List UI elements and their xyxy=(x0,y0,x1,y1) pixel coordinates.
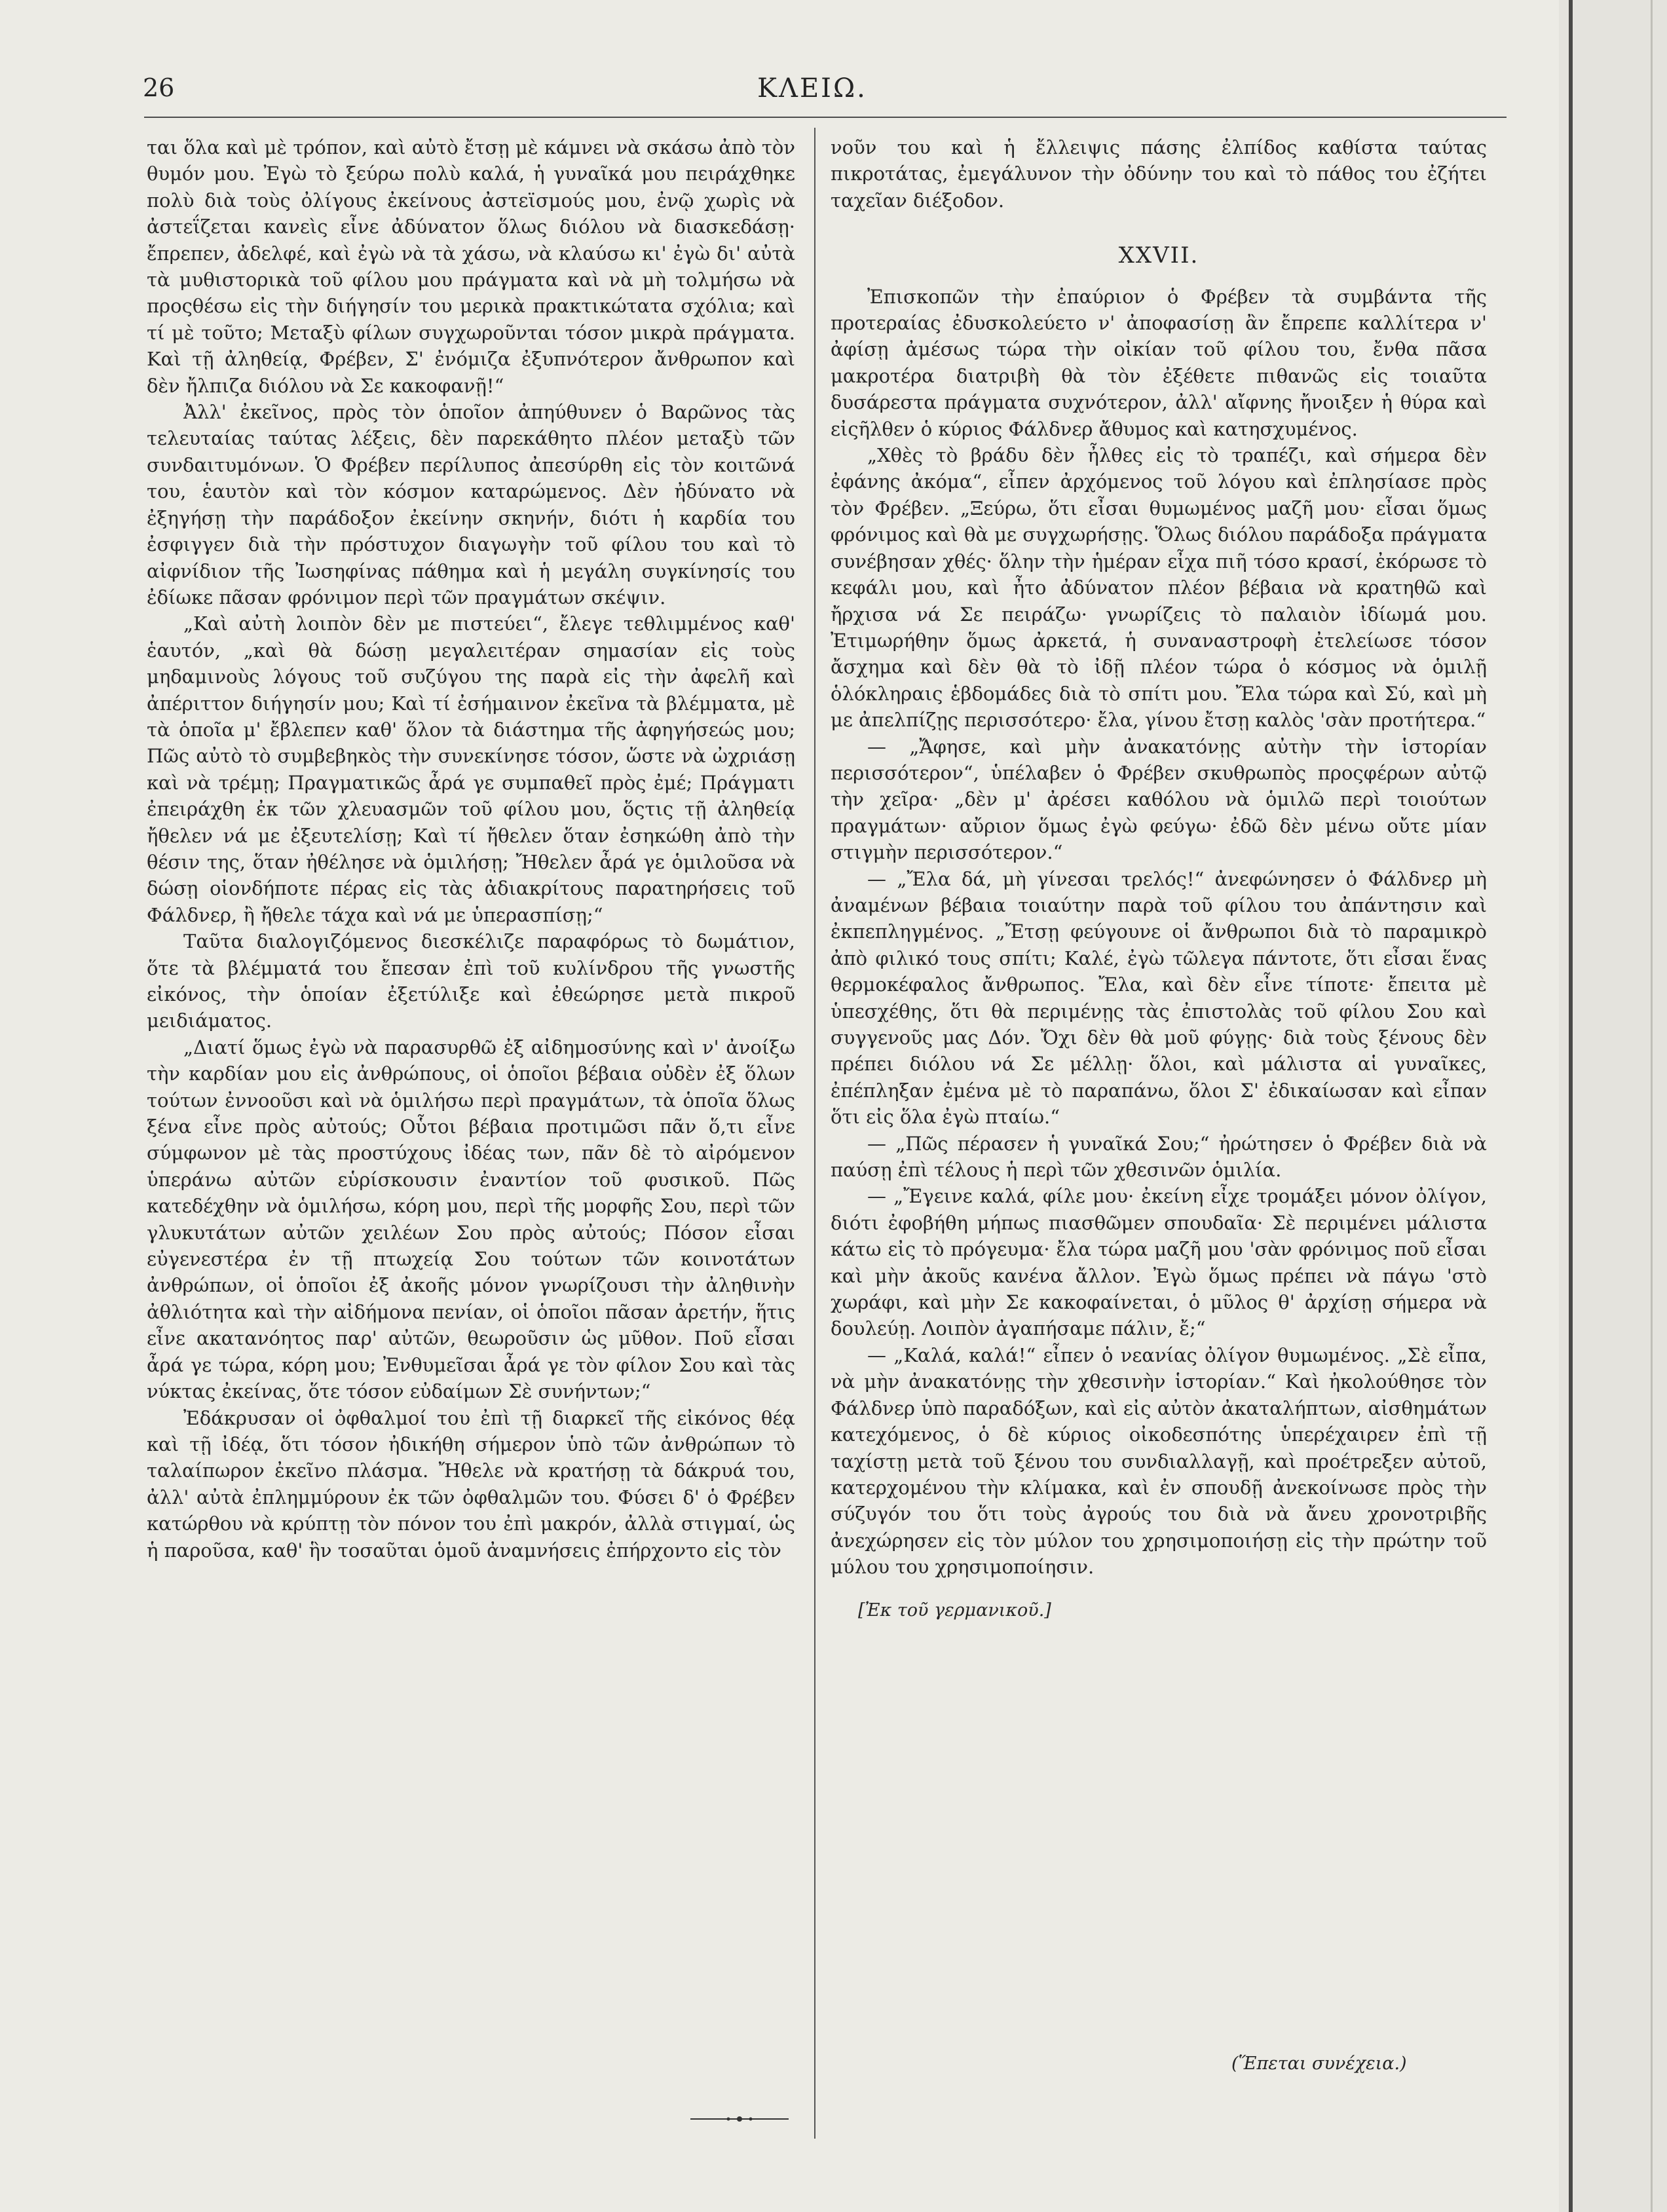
paragraph: ται ὅλα καὶ μὲ τρόπον, καὶ αὐτὸ ἔτσῃ μὲ κάμνει νὰ σκάσω ἀπὸ τὸν θυμόν μου. Ἐγὼ τὸ ξεύρω πολὺ καλά, ἡ γυναῖκά μου πειράχθηκε πολὺ διὰ τοὺς ὀλίγους ἐκείνους ἀστεϊσμούς μου, ἐνῷ χωρὶς νὰ ἀστεΐζεται κανεὶς εἶνε ἀδύνατον ὅλως διόλου νὰ διασκεδάσῃ· ἔπρεπεν, ἀδελφέ, καὶ ἐγὼ νὰ τὰ χάσω, νὰ κλαύσω κι' ἐγὼ δι' αὐτὰ τὰ μυθιστορικὰ τοῦ φίλου μου πράγματα καὶ νὰ μὴ τολμήσω νὰ προςθέσω εἰς τὴν διήγησίν του μερικὰ πρακτικώτατα σχόλια; καὶ τί μὲ τοῦτο; Μεταξὺ φίλων συγχωροῦνται τόσον μικρὰ πράγματα. Καὶ τῇ ἀληθείᾳ, Φρέβεν, Σ' ἐνόμιζα ἐξυπνότερον ἄνθρωπον καὶ δὲν ἤλπιζα διόλου νὰ Σε κακοφανῇ!“ xyxy=(147,136,795,397)
running-title: ΚΛΕΙΩ. xyxy=(757,73,867,103)
paragraph: „Διατί ὅμως ἐγὼ νὰ παρασυρθῶ ἐξ αἰδημοσύνης καὶ ν' ἀνοίξω τὴν καρδίαν μου εἰς ἀνθρώπους, οἱ ὁποῖοι βέβαια οὐδὲν ἐξ ὅλων τούτων ἐννοοῦσι καὶ νὰ ὁμιλήσω περὶ πραγμάτων, τὰ ὁποῖα ὅλως ξένα εἶνε πρὸς αὐτούς; Οὗτοι βέβαια προτιμῶσι πᾶν ὅ,τι εἶνε σύμφωνον μὲ τὰς προστύχους ἰδέας των, πᾶν δὲ τὸ αἰρόμενον ὑπεράνω αὐτῶν εὑρίσκουσιν ἐναντίον τοῦ φυσικοῦ. Πῶς κατεδέχθην νὰ ὁμιλήσω, κόρη μου, περὶ τῆς μορφῆς Σου, περὶ τῶν γλυκυτάτων αὐτῶν χειλέων Σου πρὸς αὐτούς; Πόσον εἶσαι εὐγενεστέρα ἐν τῇ πτωχείᾳ Σου τούτων τῶν κοινοτάτων ἀνθρώπων, οἱ ὁποῖοι ἐξ ἀκοῆς μόνον γνωρίζουσι τὴν ἀληθινὴν ἀθλιότητα καὶ τὴν αἰδήμονα πενίαν, οἱ ὁποῖοι πᾶσαν ἀρετήν, ἥτις εἶνε ακατανόητος παρ' αὐτῶν, θεωροῦσιν ὡς μῦθον. Ποῦ εἶσαι ἆρά γε τώρα, κόρη μου; Ἐνθυμεῖσαι ἆρά γε τὸν φίλον Σου καὶ τὰς νύκτας ἐκείνας, ὅτε τόσον εὐδαίμων Σὲ συνήντων;“ xyxy=(147,1036,795,1403)
paragraph: Ταῦτα διαλογιζόμενος διεσκέλιζε παραφόρως τὸ δωμάτιον, ὅτε τὰ βλέμματά του ἔπεσαν ἐπὶ τοῦ κυλίνδρου τῆς γνωστῆς εἰκόνος, τὴν ὁποίαν ἐξετύλιξε καὶ ἐθεώρησε μετὰ πικροῦ μειδιάματος. xyxy=(147,930,795,1032)
chapter-heading: XXVII. xyxy=(1118,242,1199,269)
paragraph: Ἐπισκοπῶν τὴν ἐπαύριον ὁ Φρέβεν τὰ συμβάντα τῆς προτεραίας ἐδυσκολεύετο ν' ἀποφασίσῃ ἂν ἔπρεπε καλλίτερα ν' ἀφίσῃ ἀμέσως τώρα τὴν οἰκίαν τοῦ φίλου του, ἔνθα πᾶσα μακροτέρα διατριβὴ θὰ τὸν ἐξέθετε πιθανῶς εἰς τοιαῦτα δυσάρεστα πράγματα συχνότερον, ἀλλ' αἴφνης ἤνοιξεν ἡ θύρα καὶ εἰςῆλθεν ὁ κύριος Φάλδνερ ἄθυμος καὶ κατησχυμένος. xyxy=(831,285,1487,440)
paragraph: Ἀλλ' ἐκεῖνος, πρὸς τὸν ὁποῖον ἀπηύθυνεν ὁ Βαρῶνος τὰς τελευταίας ταύτας λέξεις, δὲν παρεκάθητο πλέον μεταξὺ τῶν συνδαιτυμόνων. Ὁ Φρέβεν περίλυπος ἀπεσύρθη εἰς τὸν κοιτῶνά του, ἑαυτὸν καὶ τὸν κόσμον καταρώμενος. Δὲν ἠδύνατο νὰ ἐξηγήσῃ τὴν παράδοξον ἐκείνην σκηνήν, διότι ἡ καρδία του ἐσφιγγεν διὰ τὴν πρόστυχον διαγωγὴν τοῦ φίλου του καὶ τὸ αἰφνίδιον τῆς Ἰωσηφίνας πάθημα καὶ ἡ μεγάλη συγκίνησίς του ἐδίωκε πᾶσαν φρόνιμον περὶ τῶν πραγμάτων σκέψιν. xyxy=(147,401,795,609)
source-note: [Ἐκ τοῦ γερμανικοῦ.] xyxy=(858,1600,1051,1621)
paragraph: νοῦν του καὶ ἡ ἔλλειψις πάσης ἐλπίδος καθίστα ταύτας πικροτάτας, ἐμεγάλυνον τὴν ὀδύνην του καὶ τὸ πάθος του ἐζήτει ταχεῖαν διέξοδον. xyxy=(831,136,1487,212)
page-number: 26 xyxy=(143,73,175,102)
paragraph: — „Πῶς πέρασεν ἡ γυναῖκά Σου;“ ἠρώτησεν ὁ Φρέβεν διὰ νὰ παύσῃ ἐπὶ τέλους ἡ περὶ τῶν χθεσινῶν ὁμιλία. xyxy=(831,1132,1487,1182)
header-rule xyxy=(144,117,1507,118)
paragraph: Ἐδάκρυσαν οἱ ὀφθαλμοί του ἐπὶ τῇ διαρκεῖ τῆς εἰκόνος θέᾳ καὶ τῇ ἰδέᾳ, ὅτι τόσον ἠδικήθη σήμερον ὑπὸ τῶν ἀνθρώπων τὸ ταλαίπωρον ἐκεῖνο πλάσμα. Ἤθελε νὰ κρατήσῃ τὰ δάκρυά του, ἀλλ' αὐτὰ ἐπλημμύρουν ἐκ τῶν ὀφθαλμῶν του. Φύσει δ' ὁ Φρέβεν κατώρθου νὰ κρύπτῃ τὸν πόνον του ἐπὶ μακρόν, ἀλλὰ στιγμαί, ὡς ἡ παροῦσα, καθ' ἣν τοσαῦται ὁμοῦ ἀναμνήσεις ἐπήρχοντο εἰς τὸν xyxy=(147,1406,795,1562)
paragraph: — „Καλά, καλά!“ εἶπεν ὁ νεανίας ὀλίγον θυμωμένος. „Σὲ εἶπα, νὰ μὴν ἀνακατόνῃς τὴν χθεσινὴν ἱστορίαν.“ Καὶ ἠκολούθησε τὸν Φάλδνερ ὑπὸ παραδόξων, καὶ εἰς αὐτὸν ἀκαταλήπτων, αἰσθημάτων κατεχόμενος, ὁ δὲ κύριος οἰκοδεσπότης ὑπερέχαιρεν ἐπὶ τῇ ταχίστῃ μετὰ τοῦ ξένου του συνδιαλλαγῇ, καὶ προέτρεξεν αὐτοῦ, κατερχομένου τὴν κλίμακα, καὶ ἐν σπουδῇ ἀνεκοίνωσε πρὸς τὴν σύζυγόν του ὅτι τοὺς ἀγρούς του διὰ νὰ ἄνευ χρονοτριβῆς ἀνεχώρησεν εἰς τὸν μύλον του χρησιμοποιήσῃ εἰς τὴν πρώτην τοῦ μύλου του χρησιμοποίησιν. xyxy=(831,1343,1487,1579)
paragraph: „Χθὲς τὸ βράδυ δὲν ἦλθες εἰς τὸ τραπέζι, καὶ σήμερα δὲν ἐφάνης ἀκόμα“, εἶπεν ἀρχόμενος τοῦ λόγου καὶ ἐπλησίασε πρὸς τὸν Φρέβεν. „Ξεύρω, ὅτι εἶσαι θυμωμένος μαζῆ μου· εἶσαι ὅμως φρόνιμος καὶ θὰ με συγχωρήσῃς. Ὅλως διόλου παράδοξα πράγματα συνέβησαν χθές· ὅλην τὴν ἡμέραν εἶχα πιῆ τόσο κρασί, ἐκόρωσε τὸ κεφάλι μου, καὶ ἦτο ἀδύνατον πλέον βέβαια νὰ κρατηθῶ καὶ ἤρχισα νά Σε πειράζω· γνωρίζεις τὸ παλαιὸν ἰδίωμά μου. Ἐτιμωρήθην ὅμως ἀρκετά, ἡ συναναστροφὴ ἐτελείωσε τόσον ἄσχημα καὶ δὲν θὰ τὸ ἰδῇ πλέον τώρα ὁ κόσμος νὰ ὁμιλῇ ὁλόκληραις ἑβδομάδες διὰ τὸ σπίτι μου. Ἔλα τώρα καὶ Σύ, καὶ μὴ με ἀπελπίζῃς περισσότερο· ἔλα, γίνου ἔτσῃ καλὸς 'σὰν προτήτερα.“ xyxy=(831,444,1487,732)
right-column xyxy=(831,134,1487,2086)
left-column xyxy=(147,134,795,2073)
continuation-note: (Ἕπεται συνέχεια.) xyxy=(1231,2053,1407,2074)
paragraph: — „Ἄφησε, καὶ μὴν ἀνακατόνῃς αὐτὴν τὴν ἱστορίαν περισσότερον“, ὑπέλαβεν ὁ Φρέβεν σκυθρωπὸς προςφέρων αὐτῷ τὴν χεῖρα· „δὲν μ' ἀρέσει καθόλου νὰ ὁμιλῶ περὶ τοιούτων πραγμάτων· αὔριον ὅμως ἐγὼ φεύγω· ἐδῶ δὲν μένω οὔτε μίαν στιγμὴν περισσότερον.“ xyxy=(831,735,1487,864)
paragraph: „Καὶ αὐτὴ λοιπὸν δὲν με πιστεύει“, ἔλεγε τεθλιμμένος καθ' ἑαυτόν, „καὶ θὰ δώσῃ μεγαλειτέραν σημασίαν εἰς τοὺς μηδαμινοὺς λόγους τοῦ συζύγου της παρὰ εἰς τὴν ἀφελῆ καὶ ἀπέριττον διήγησίν μου; Καὶ τί ἐσήμαινον ἐκεῖνα τὰ βλέμματα, μὲ τὰ ὁποῖα μ' ἔβλεπεν καθ' ὅλον τὰ διάστημα τῆς ἀφηγήσεώς μου; Πῶς αὐτὸ τὸ συμβεβηκὸς τὴν συνεκίνησε τόσον, ὥστε νὰ ὠχριάσῃ καὶ νὰ τρέμῃ; Πραγματικῶς ἆρά γε συμπαθεῖ πρὸς ἐμέ; Πράγματι ἐπειράχθη ἐκ τῶν χλευασμῶν τοῦ φίλου μου, ὅςτις τῇ ἀληθείᾳ ἤθελεν νά με ἐξευτελίσῃ; Καὶ τί ἤθελεν ὅταν ἐσηκώθη ἀπὸ τὴν θέσιν της, ὅταν ἠθέλησε νὰ ὁμιλήσῃ; Ἤθελεν ἆρά γε ὁμιλοῦσα νὰ δώσῃ οἱονδήποτε πέρας εἰς τὰς ἀδιακρίτους παρατηρήσεις τοῦ Φάλδνερ, ἢ ἤθελε τάχα καὶ νά με ὑπερασπίσῃ;“ xyxy=(147,612,795,926)
paragraph: — „Ἔγεινε καλά, φίλε μου· ἐκείνη εἶχε τρομάξει μόνον ὀλίγον, διότι ἐφοβήθη μήπως πιασθῶμεν σπουδαῖα· Σὲ περιμένει μάλιστα κάτω εἰς τὸ πρόγευμα· ἔλα τώρα μαζῆ μου 'σὰν φρόνιμος ποῦ εἶσαι καὶ μὴν ἀκοῦς κανένα ἄλλον. Ἐγὼ ὅμως πρέπει νὰ πάγω 'στὸ χωράφι, καὶ μὴν Σε κακοφαίνεται, ὁ μῦλος θ' ἀρχίσῃ σήμερα νὰ δουλεύῃ. Λοιπὸν ἀγαπήσαμε πάλιν, ἔ;“ xyxy=(831,1185,1487,1340)
binding-line xyxy=(1651,0,1653,2212)
binding-shadow xyxy=(1569,0,1573,2212)
paragraph: — „Ἔλα δά, μὴ γίνεσαι τρελός!“ ἀνεφώνησεν ὁ Φάλδνερ μὴ ἀναμένων βέβαια τοιαύτην παρὰ τοῦ φίλου του ἀπάντησιν καὶ ἐκπεπληγμένος. „Ἔτσῃ φεύγουνε οἱ ἄνθρωποι διὰ τὸ παραμικρὸ ἀπὸ φιλικό τους σπίτι; Καλέ, ἐγὼ τῶλεγα πάντοτε, ὅτι εἶσαι ἕνας θερμοκέφαλος ἄνθρωπος. Ἔλα, καὶ δὲν εἶνε τίποτε· ἔπειτα μὲ ὑπεσχέθης, ὅτι θὰ περιμένῃς τὰς ἐπιστολὰς τοῦ φίλου Σου καὶ συγγενοῦς μας Δόν. Ὄχι δὲν θὰ μοῦ φύγῃς· διὰ τοὺς ξένους δὲν πρέπει διόλου νά Σε μέλλῃ· ὅλοι, καὶ μάλιστα αἱ γυναῖκες, ἐπέπληξαν ἐμένα μὲ τὸ παραπάνω, ὅλοι Σ' ἐδικαίωσαν καὶ εἶπαν ὅτι εἰς ὅλα ἐγὼ πταίω.“ xyxy=(831,867,1487,1129)
column-divider xyxy=(814,128,815,2139)
end-ornament xyxy=(690,2114,789,2124)
